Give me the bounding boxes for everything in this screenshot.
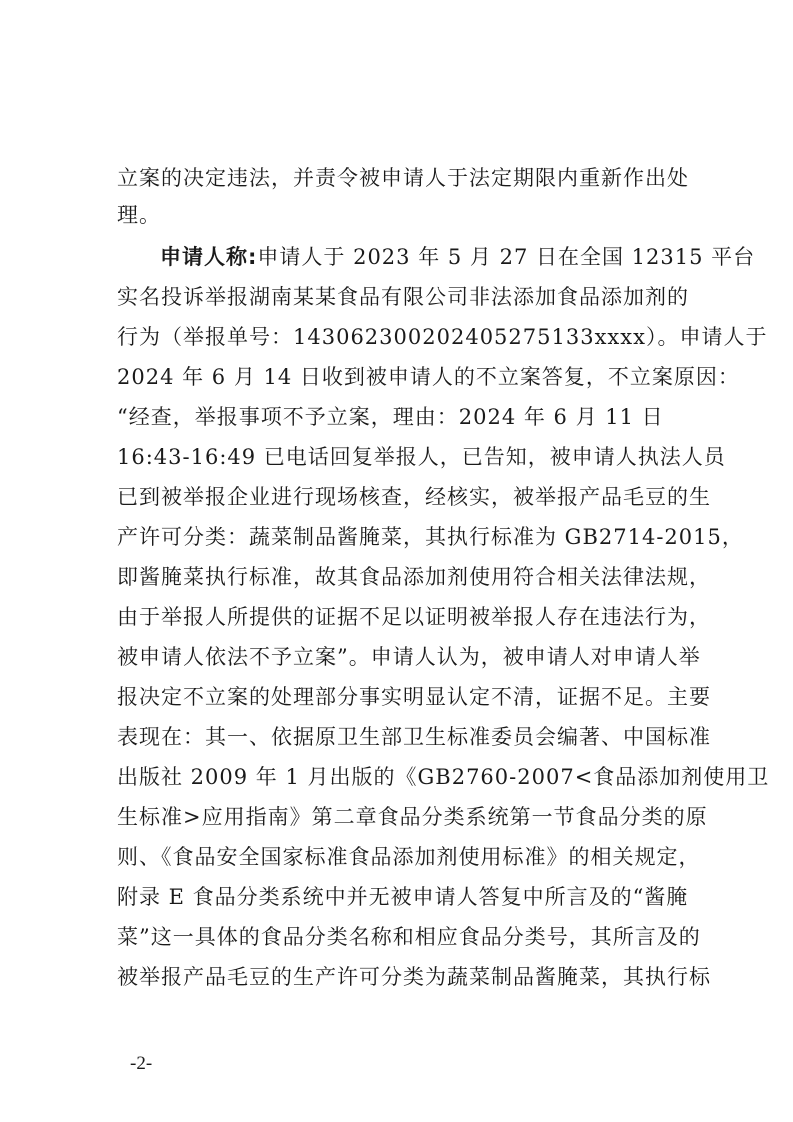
- text-line: 即酱腌菜执行标准，故其食品添加剂使用符合相关法律法规，: [117, 565, 711, 589]
- text-line: 产许可分类：蔬菜制品酱腌菜，其执行标准为 GB2714-2015，: [117, 525, 744, 549]
- page-number: -2-: [130, 1053, 153, 1074]
- text-line: 已到被举报企业进行现场核查，经核实，被举报产品毛豆的生: [117, 485, 711, 509]
- text-line: 出版社 2009 年 1 月出版的《GB2760-2007<食品添加剂使用卫: [117, 765, 770, 789]
- text-line: 理。: [117, 203, 161, 227]
- text-line: 则、《食品安全国家标准食品添加剂使用标准》的相关规定，: [117, 845, 701, 869]
- text-line: 表现在：其一、依据原卫生部卫生标准委员会编著、中国标准: [117, 725, 711, 749]
- text-line: 被举报产品毛豆的生产许可分类为蔬菜制品酱腌菜，其执行标: [117, 965, 711, 989]
- text-line: 生标准>应用指南》第二章食品分类系统第一节食品分类的原: [117, 805, 708, 829]
- text-line: 实名投诉举报湖南某某食品有限公司非法添加食品添加剂的: [117, 285, 689, 309]
- text-line: 行为（举报单号：1430623002024052751​33xxxx）。申请人于: [117, 325, 768, 349]
- text-span: 申请人于 2023 年 5 月 27 日在全国 12315 平台: [257, 245, 756, 269]
- text-line: 报决定不立案的处理部分事实明显认定不清，证据不足。主要: [117, 685, 711, 709]
- text-line: 由于举报人所提供的证据不足以证明被举报人存在违法行为，: [117, 605, 711, 629]
- paragraph-first-line: [160, 243, 756, 271]
- text-line: 16:43-16:49 已电话回复举报人，已告知，被申请人执法人员: [117, 445, 726, 469]
- text-line: 被申请人依法不予立案”。申请人认为，被申请人对申请人举: [117, 645, 701, 669]
- text-line: 附录 E 食品分类系统中并无被申请人答复中所言及的“酱腌: [117, 885, 689, 909]
- text-line: “经查，举报事项不予立案，理由：2024 年 6 月 11 日: [117, 405, 664, 429]
- section-heading-label: 申请人称:: [160, 245, 258, 269]
- text-line: 2024 年 6 月 14 日收到被申请人的不立案答复，不立案原因：: [117, 365, 740, 389]
- text-line: 菜”这一具体的食品分类名称和相应食品分类号，其所言及的: [117, 925, 701, 949]
- text-line: 立案的决定违法，并责令被申请人于法定期限内重新作出处: [117, 166, 689, 190]
